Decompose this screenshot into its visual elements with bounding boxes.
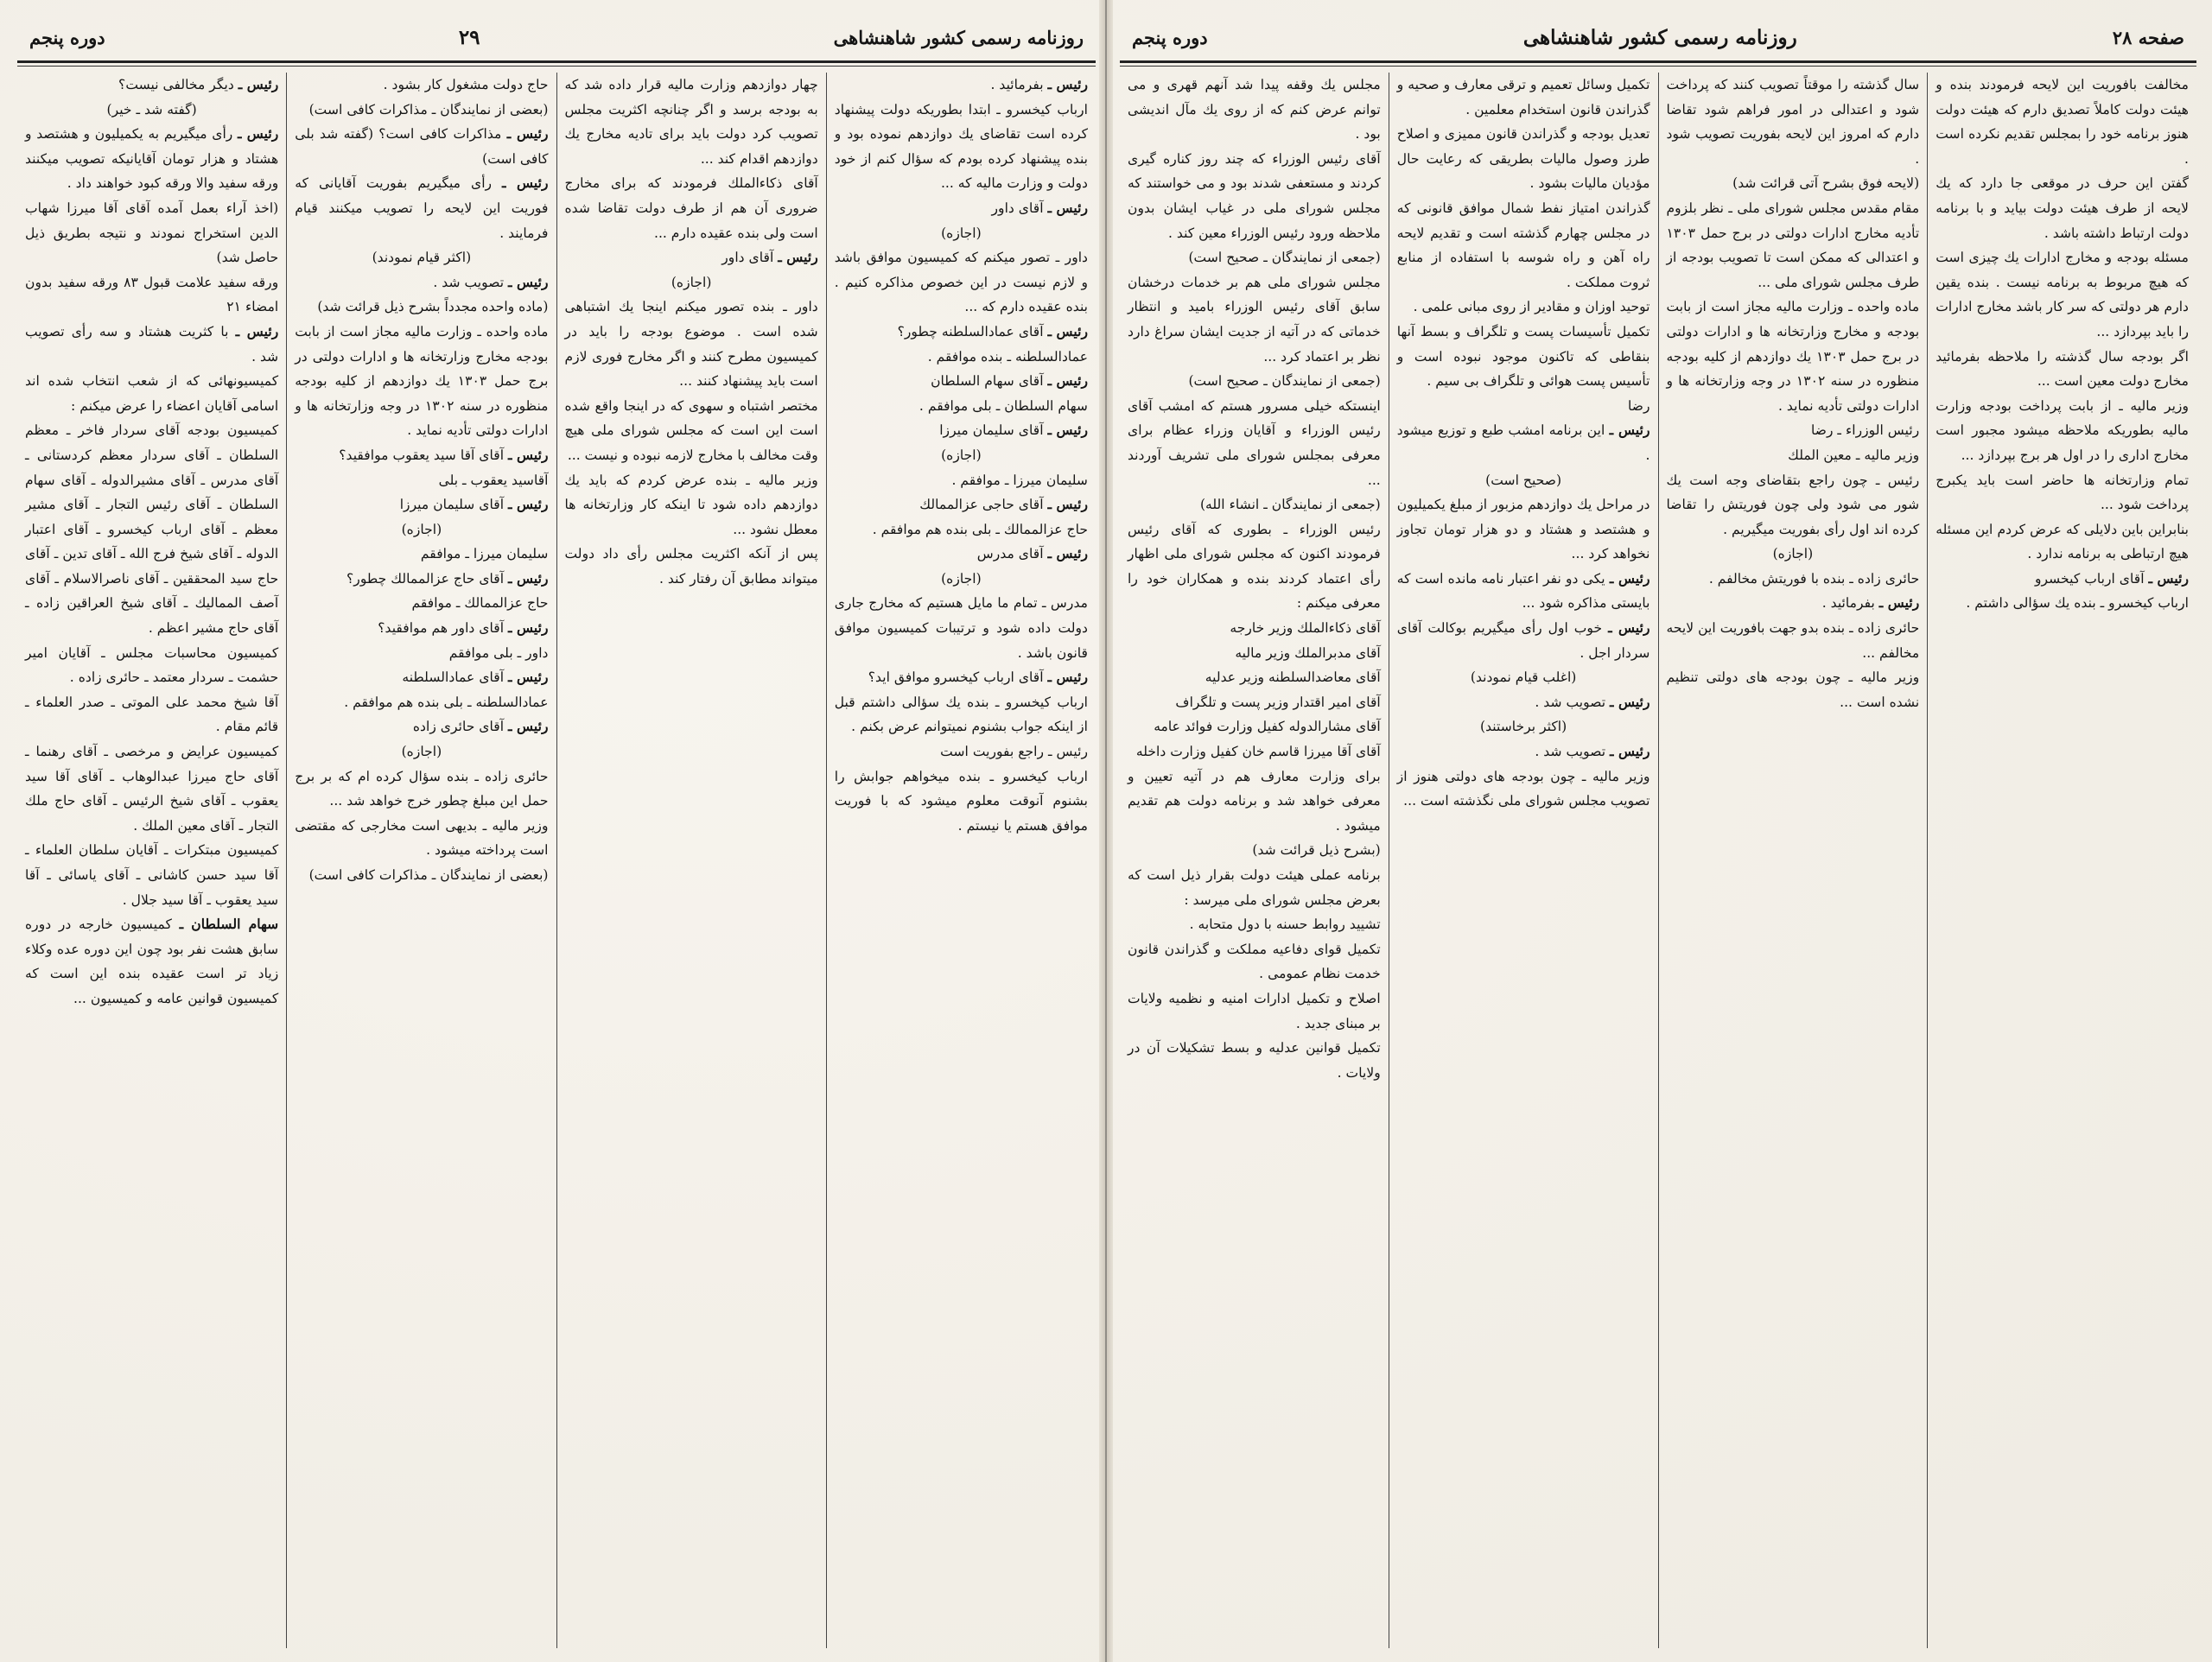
paragraph: [25, 369, 278, 418]
paragraph: (اجازه): [941, 447, 982, 463]
paragraph-text: چهار دوازدهم وزارت مالیه قرار داده شد که به بودجه برسد و اگر چنانچه اکثریت مجلس تصویب کرد دولت باید برای تادیه مخارج یك دوازدهم اقدام کند ...: [564, 77, 818, 167]
paragraph: [295, 295, 548, 320]
speaker-name: رئیس ـ: [1878, 594, 1920, 612]
speaker-name: رئیس ـ: [238, 125, 279, 143]
paragraph-text: (جمعی از نمایندگان ـ صحیح است): [1188, 373, 1381, 390]
speaker-name: رئیس ـ: [778, 249, 818, 266]
paragraph: (اجازه): [401, 521, 442, 537]
paragraph: [1128, 714, 1381, 739]
text-column: [1389, 73, 1658, 1648]
speaker-name: سهام السلطان ـ: [179, 916, 279, 933]
paragraph: [1936, 567, 2189, 592]
paragraph-text: آقای داور هم موافقید؟: [378, 620, 505, 637]
paragraph: [295, 320, 548, 443]
paragraph-text: آقای مشارالدوله کفیل وزارت فوائد عامه: [1154, 719, 1381, 735]
paragraph: [1936, 73, 2189, 171]
paragraph: [1397, 122, 1650, 196]
paragraph: [835, 665, 1088, 690]
paragraph: [1128, 394, 1381, 492]
paragraph: [1397, 295, 1650, 320]
speaker-name: رئیس ـ: [1047, 545, 1088, 562]
paragraph-text: تکمیل قوای دفاعیه مملکت و گذراندن قانون خدمت نظام عمومی .: [1128, 941, 1381, 982]
paragraph: [835, 764, 1088, 839]
paragraph-text: آقای مدبرالملك وزیر مالیه: [1235, 644, 1381, 661]
paragraph: [1397, 616, 1650, 665]
paragraph-text: (جمعی از نمایندگان ـ انشاء الله): [1199, 497, 1381, 513]
paragraph: [1667, 616, 1920, 665]
speaker-name: رئیس ـ: [508, 569, 549, 587]
paragraph: [1667, 591, 1920, 616]
speaker-name: رئیس ـ: [502, 174, 549, 192]
paragraph: [835, 517, 1088, 542]
paragraph: (اجازه): [941, 570, 982, 587]
paragraph: [295, 542, 548, 567]
paragraph: [1128, 986, 1381, 1036]
paragraph: [1128, 369, 1381, 394]
paragraph: [1667, 567, 1920, 592]
paragraph: [1667, 665, 1920, 714]
paragraph: [25, 196, 278, 270]
paragraph-text: رئیس الوزراء ـ رضا: [1810, 422, 1920, 439]
paragraph: [1397, 492, 1650, 567]
paragraph-text: آقا شیخ محمد علی الموتی ـ صدر العلماء ـ قائم مقام .: [25, 694, 279, 735]
paragraph-text: وزیر مالیه ـ چون بودجه های دولتی هنوز از تصویب مجلس شورای ملی نگذشته است ...: [1396, 768, 1650, 809]
paragraph: [25, 418, 278, 640]
paragraph: [565, 542, 818, 591]
paragraph: [1128, 616, 1381, 641]
paragraph-text: آقای سلیمان میرزا: [399, 497, 505, 513]
left-page-number: ۲۹: [458, 25, 480, 49]
paragraph: [1667, 468, 1920, 542]
right-page: [1120, 16, 2196, 1648]
paragraph: [565, 171, 818, 245]
text-column: [1927, 73, 2196, 1648]
speaker-name: رئیس ـ: [508, 496, 549, 513]
paragraph: [295, 616, 548, 641]
paragraph-text: با کثریت هشتاد و سه رأی تصویب شد .: [25, 323, 279, 365]
paragraph: [1128, 838, 1381, 863]
paragraph-text: آقای ذکاءالملك وزیر خارجه: [1230, 620, 1381, 637]
paragraph: [25, 641, 278, 690]
paragraph: (اکثر قیام نمودند): [372, 250, 472, 266]
paragraph-text: حاج دولت مشغول کار بشود .: [383, 77, 549, 92]
paragraph-text: (لایحه فوق بشرح آتی قرائت شد): [1732, 175, 1920, 192]
paragraph: [835, 492, 1088, 517]
paragraph: [1936, 394, 2189, 468]
paragraph-text: آقای مدرس: [976, 546, 1044, 562]
paragraph: [295, 443, 548, 468]
paragraph-text: (بعضی از نمایندگان ـ مذاکرات کافی است): [308, 867, 549, 883]
paragraph: [1128, 690, 1381, 715]
paragraph: (اجازه): [671, 274, 712, 290]
paragraph: [25, 739, 278, 838]
paragraph-text: ارباب کیخسرو ـ بنده میخواهم جوابش را بشنوم آنوقت معلوم میشود که با فوریت موافق هستم یا نیستم .: [834, 768, 1088, 834]
paragraph: [835, 345, 1088, 370]
speaker-name: رئیس ـ: [1610, 693, 1650, 710]
paragraph: [25, 122, 278, 196]
paragraph: [295, 690, 548, 715]
paragraph: [1128, 147, 1381, 245]
paragraph: (اجازه): [1772, 546, 1814, 562]
paragraph: [295, 591, 548, 616]
paragraph-text: خوب اول رأی میگیریم بوکالت آقای سردار اجل .: [1396, 620, 1650, 661]
paragraph: [835, 468, 1088, 493]
paragraph-text: حاج عزالممالك ـ بلی بنده هم موافقم .: [872, 521, 1088, 537]
left-masthead-period: دوره پنجم: [29, 26, 105, 48]
paragraph: [295, 73, 548, 98]
paragraph-text: برنامه عملی هیئت دولت بقرار ذیل است که بعرض مجلس شورای ملی میرسد :: [1128, 867, 1381, 908]
paragraph: [1397, 764, 1650, 814]
paragraph-text: آقای حاج عزالممالك چطور؟: [346, 570, 505, 587]
paragraph-text: داور ـ بنده تصور میکنم اینجا یك اشتباهی شده است . موضوع بودجه را باید در کمیسیون مطرح کنند و اگر مخارج فوری لازم است باید پیشنهاد کنند ...: [564, 299, 818, 390]
left-masthead-title: روزنامه رسمی کشور شاهنشاهی: [833, 26, 1084, 48]
paragraph: [295, 122, 548, 171]
paragraph: [1936, 245, 2189, 344]
page-gutter: [1099, 0, 1113, 1662]
paragraph-text: حائری زاده ـ بنده بدو جهت بافوریت این لایحه مخالفم ...: [1666, 620, 1920, 661]
paragraph-text: (ماده واحده مجدداً بشرح ذیل قرائت شد): [317, 299, 549, 315]
speaker-name: رئیس ـ: [1609, 422, 1650, 439]
paragraph-text: تصویب شد .: [433, 274, 505, 290]
text-column: [826, 73, 1096, 1648]
speaker-name: رئیس ـ: [238, 76, 279, 92]
paragraph: [25, 320, 278, 369]
paragraph: [1936, 591, 2189, 616]
paragraph: [1667, 73, 1920, 171]
left-page: [17, 16, 1096, 1648]
paragraph: [295, 98, 548, 123]
paragraph-text: تصویب شد .: [1535, 694, 1606, 710]
paragraph: [1667, 295, 1920, 418]
paragraph: [1397, 320, 1650, 394]
paragraph-text: عمادالسلطنه ـ بلی بنده هم موافقم .: [344, 694, 549, 710]
paragraph-text: دیگر مخالفی نیست؟: [118, 77, 234, 92]
paragraph: [1936, 171, 2189, 245]
paragraph: [1397, 567, 1650, 616]
paragraph-text: اینستکه خیلی مسرور هستم که امشب آقای رئیس الوزراء و آقایان وزراء عظام برای معرفی بمجلس شورای ملی تشریف آوردند ...: [1128, 397, 1381, 488]
paragraph: [1128, 937, 1381, 986]
paragraph-text: رضا: [1627, 397, 1650, 414]
speaker-name: رئیس ـ: [1047, 496, 1088, 513]
paragraph: (اجازه): [941, 225, 982, 241]
right-page-number: صفحه ۲۸: [2112, 26, 2184, 48]
paragraph: [295, 567, 548, 592]
paragraph-text: ماده واحده ـ وزارت مالیه مجاز است از بابت بودجه مخارج وزارتخانه ها و ادارات دولتی در برج حمل ۱۳۰۳ یك دوازدهم از کلیه بودجه منظوره در سنه ۱۳۰۲ در وجه وزارتخانه ها و ادارات دولتی تأدیه نماید .: [295, 323, 549, 439]
paragraph-text: داور ـ بلی موافقم: [448, 644, 549, 661]
paragraph-text: رأی میگیریم بفوریت آقایانی که فوریت این لایحه را تصویب میکنند قیام فرمایند .: [295, 175, 549, 241]
paragraph: [835, 690, 1088, 739]
paragraph-text: این برنامه امشب طبع و توزیع میشود .: [1396, 422, 1650, 463]
paragraph-text: ارباب کیخسرو ـ بنده یك سؤالی داشتم قبل از اینکه جواب بشنوم نمیتوانم عرض بکنم .: [834, 694, 1088, 735]
paragraph-text: اگر بودجه سال گذشته را ملاحظه بفرمائید مخارج دولت معین است ...: [1936, 348, 2189, 390]
paragraph-text: آقای سلیمان میرزا: [939, 422, 1044, 439]
text-column: [1658, 73, 1928, 1648]
right-columns: [1120, 73, 2196, 1648]
paragraph-text: وزیر مالیه ـ بنده عرض کردم که باید یك دوازدهم داده شود تا اینکه کار وزارتخانه ها معطل نشود ...: [564, 472, 818, 537]
paragraph-text: آقاسید یعقوب ـ بلی: [438, 472, 549, 488]
paragraph-text: ارباب کیخسرو ـ ابتدا بطوریکه دولت پیشنهاد کرده است تقاضای یك دوازدهم نموده بود و بنده پیشنهاد کرده بودم که سؤال کنم از خود دولت و وزارت مالیه که ...: [834, 101, 1088, 192]
paragraph: (اجازه): [401, 744, 442, 760]
right-masthead-title: روزنامه رسمی کشور شاهنشاهی: [1522, 25, 1797, 49]
paragraph: (اکثر برخاستند): [1480, 719, 1567, 735]
speaker-name: رئیس ـ: [1047, 669, 1088, 686]
paragraph: [295, 171, 548, 245]
paragraph-text: آقای معاضدالسلطنه وزیر عدلیه: [1205, 669, 1381, 686]
paragraph-text: پس از آنکه اکثریت مجلس رأی داد دولت میتواند مطابق آن رفتار کند .: [564, 546, 818, 587]
paragraph: [295, 764, 548, 814]
paragraph-text: سلیمان میرزا ـ موافقم .: [951, 472, 1088, 488]
paragraph-text: کمیسیونهائی که از شعب انتخاب شده اند اسامی آقایان اعضاء را عرض میکنم :: [25, 373, 279, 414]
paragraph: [1128, 1036, 1381, 1085]
paragraph-text: بفرمائید .: [1821, 595, 1875, 612]
paragraph: [1936, 517, 2189, 567]
masthead-rule: [17, 60, 1096, 63]
paragraph: [835, 739, 1088, 764]
paragraph-text: آقای آقا میرزا قاسم خان کفیل وزارت داخله: [1135, 744, 1381, 760]
paragraph-text: آقای رئیس الوزراء که چند روز کناره گیری کردند و مستعفی شدند بود و می خواستند که مجلس شورای ملی در غیاب ایشان بدون ملاحظه ورود رئیس الوزراء معین کند .: [1128, 150, 1381, 241]
paragraph-text: توحید اوزان و مقادیر از روی مبانی علمی .: [1413, 299, 1650, 315]
paragraph: [295, 270, 548, 295]
paragraph-text: گذراندن امتیاز نفط شمال موافق قانونی که در مجلس چهارم گذشته است و تقدیم لایحه راه آهن و راه شوسه با استفاده از منابع ثروت مملکت .: [1396, 200, 1650, 290]
paragraph-text: کمیسیون محاسبات مجلس ـ آقایان امیر حشمت ـ سردار معتمد ـ حائری زاده .: [25, 644, 279, 686]
paragraph-text: برای وزارت معارف هم در آتیه تعیین و معرفی خواهد شد و برنامه دولت هم تقدیم میشود .: [1128, 768, 1381, 834]
paragraph-text: تکمیل وسائل تعمیم و ترقی معارف و صحیه و گذراندن قانون استخدام معلمین .: [1396, 77, 1650, 117]
paragraph-text: آقای داور: [991, 200, 1044, 216]
paragraph-text: آقای آقا سید یعقوب موافقید؟: [339, 447, 505, 463]
paragraph: [1397, 394, 1650, 419]
text-column: [1120, 73, 1389, 1648]
paragraph: [835, 98, 1088, 196]
right-masthead-period: دوره پنجم: [1132, 26, 1208, 48]
masthead-rule-thin: [17, 66, 1096, 67]
paragraph: [565, 245, 818, 270]
paragraph: [1128, 665, 1381, 690]
paragraph: [1128, 492, 1381, 517]
speaker-name: رئیس ـ: [1609, 569, 1650, 587]
paragraph-text: وزیر مالیه ـ چون بودجه های دولتی تنظیم نشده است ...: [1666, 669, 1920, 710]
paragraph-text: ورقه سفید علامت قبول ۸۳ ورقه سفید بدون امضاء ۲۱: [25, 274, 279, 315]
paragraph-text: (بعضی از نمایندگان ـ مذاکرات کافی است): [308, 101, 549, 117]
paragraph-text: مجلس شورای ملی هم بر خدمات درخشان سابق آقای رئیس الوزراء بامید و انتظار خدماتی که در آتیه از جدیت ایشان سراغ دارد نظر بر اعتماد کرد ...: [1128, 274, 1381, 365]
paragraph: [835, 542, 1088, 567]
left-masthead: [17, 16, 1096, 59]
paragraph: [835, 73, 1088, 98]
paragraph-text: سلیمان میرزا ـ موافقم: [420, 546, 549, 562]
paragraph-text: رئیس ـ چون راجع بتقاضای وجه است یك شور می شود ولی چون فوریتش را تقاضا کرده اند اول رأی بفوریت میگیریم .: [1666, 472, 1920, 537]
paragraph-text: تمام وزارتخانه ها حاضر است باید یکبرج پرداخت شود ...: [1936, 472, 2189, 513]
paragraph-text: رأی میگیریم به یکمیلیون و هشتصد و هشتاد و هزار تومان آقایانیکه تصویب میکنند ورقه سفید والا ورقه کبود خواهند داد .: [25, 126, 279, 192]
text-column: [556, 73, 826, 1648]
paragraph-text: آقای داور: [721, 250, 774, 266]
speaker-name: رئیس ـ: [508, 273, 549, 290]
paragraph-text: تصویب شد .: [1535, 744, 1606, 760]
right-masthead: [1120, 16, 2196, 59]
paragraph-text: وزیر مالیه ـ معین الملك: [1788, 447, 1920, 463]
paragraph-text: تکمیل قوانین عدلیه و بسط تشکیلات آن در ولایات .: [1128, 1040, 1381, 1081]
paragraph: [1128, 764, 1381, 839]
paragraph: [565, 394, 818, 468]
paragraph-text: کمیسیون بودجه آقای سردار فاخر ـ معظم السلطان ـ آقای سردار معظم کردستانی ـ آقای مدرس ـ آقای مشیرالدوله ـ آقای سهام السلطان ـ آقای رئیس التجار ـ آقای مشیر معظم ـ آقای ارباب کیخسرو ـ آقای اعتبار الدوله ـ آقای شیخ فرج الله ـ آقای تدین ـ آقای حاج سید المحققین ـ آقای ناصرالاسلام ـ آقای آصف المماليك ـ آقای شیخ العراقین زاده ـ آقای حاج مشیر اعظم .: [25, 422, 279, 637]
paragraph-text: آقای ذکاءالملك فرمودند که برای مخارج ضروری آن هم از طرف دولت تقاضا شده است ولی بنده عقیده دارم ...: [564, 175, 818, 241]
paragraph: [835, 418, 1088, 443]
paragraph-text: کمیسیون عرایض و مرخصی ـ آقای رهنما ـ آقای حاج میرزا عبدالوهاب ـ آقای آقا سید یعقوب ـ آقای شیخ الرئیس ـ آقای حاج ملك التجار ـ آقای معین الملك .: [25, 744, 279, 834]
paragraph: [295, 492, 548, 517]
paragraph-text: رئیس الوزراء ـ بطوری که آقای رئیس فرمودند اکنون که مجلس شورای ملی اظهار رأی اعتماد کردند بنده و همکاران خود را معرفی میکنم :: [1128, 521, 1381, 612]
paragraph: [1397, 418, 1650, 467]
paragraph-text: یکی دو نفر اعتبار نامه مانده است که بایستی مذاکره شود ...: [1396, 570, 1650, 612]
paragraph-text: سهام السلطان ـ بلی موافقم .: [918, 397, 1088, 414]
paragraph: [835, 591, 1088, 665]
paragraph: [25, 838, 278, 912]
paragraph-text: سال گذشته را موقتاً تصویب کنند که پرداخت شود و اعتدالی در امور فراهم شود تقاضا دارم که امروز این لایحه بفوریت تصویب شود .: [1666, 77, 1920, 167]
paragraph-text: عمادالسلطنه ـ بنده موافقم .: [927, 348, 1088, 365]
speaker-name: رئیس ـ: [1610, 743, 1650, 760]
paragraph: [1128, 912, 1381, 937]
text-column: [17, 73, 286, 1648]
paragraph-text: آقای امیر اقتدار وزیر پست و تلگراف: [1175, 694, 1381, 710]
paragraph-text: وزیر مالیه ـ بدیهی است مخارجی که مقتضی است پرداخته میشود .: [295, 817, 549, 859]
paragraph: [295, 641, 548, 666]
speaker-name: رئیس ـ: [508, 446, 549, 463]
paragraph-text: (جمعی از نمایندگان ـ صحیح است): [1188, 250, 1381, 266]
paragraph-text: (اخذ آراء بعمل آمده آقای آقا میرزا شهاب الدین استخراج نمودند و نتیجه بطریق ذیل حاصل شد): [25, 200, 279, 266]
paragraph-text: وزیر مالیه ـ از بابت پرداخت بودجه وزارت مالیه بطوریکه ملاحظه میشود مجبور است مخارج اداری را در اول هر برج بپردازد ...: [1936, 397, 2189, 463]
paragraph-text: مذاکرات کافی است؟ (گفته شد بلی کافی است): [295, 126, 549, 167]
paragraph-text: گفتن این حرف در موقعی جا دارد که یك لایحه از طرف هیئت دولت بیاید و با برنامه دولت ارتباط داشته باشد .: [1936, 175, 2189, 241]
masthead-rule-thin: [1120, 66, 2196, 67]
paragraph: [295, 665, 548, 690]
paragraph: [1667, 418, 1920, 443]
speaker-name: رئیس ـ: [508, 619, 549, 637]
paragraph: [25, 690, 278, 739]
paragraph: [295, 814, 548, 863]
paragraph-text: آقای عمادالسلطنه: [402, 669, 505, 686]
text-column: [286, 73, 556, 1648]
paragraph: [835, 369, 1088, 394]
paragraph-text: مجلس یك وقفه پیدا شد آنهم قهری و می توانم عرض کنم که از روی یك مآل اندیشی بود .: [1128, 77, 1381, 143]
paragraph: [1936, 345, 2189, 394]
paragraph: [565, 468, 818, 542]
paragraph: [1128, 245, 1381, 270]
paragraph-text: آقای حائری زاده: [412, 719, 505, 735]
speaker-name: رئیس ـ: [1047, 322, 1088, 339]
paragraph: [1936, 468, 2189, 517]
speaker-name: رئیس ـ: [1047, 199, 1088, 216]
paragraph: [565, 73, 818, 171]
speaker-name: رئیس ـ: [1608, 619, 1650, 637]
paragraph: [1397, 739, 1650, 764]
paragraph-text: مخالفت بافوریت این لایحه فرمودند بنده و هیئت دولت کاملاً تصدیق دارم که هیئت دولت هنوز برنامه خود را بمجلس تقدیم نکرده است .: [1936, 77, 2189, 167]
paragraph-text: مختصر اشتباه و سهوی که در اینجا واقع شده است این است که مجلس شورای ملی هیچ وقت مخالف با مخارج لازمه نبوده و نیست ...: [564, 397, 818, 463]
paragraph: [25, 270, 278, 320]
paragraph: [1128, 863, 1381, 912]
paragraph: [1397, 196, 1650, 295]
paragraph: [1667, 196, 1920, 295]
paragraph-text: داور ـ تصور میکنم که کمیسیون موافق باشد و لازم نیست در این خصوص مذاکره کنیم . بنده عقیده دارم که ...: [834, 250, 1088, 315]
speaker-name: رئیس ـ: [235, 322, 279, 339]
paragraph: [835, 394, 1088, 419]
paragraph-text: بفرمائید .: [990, 77, 1044, 92]
paragraph-text: حائری زاده ـ بنده سؤال کرده ام که بر برج حمل این مبلغ چطور خرج خواهد شد ...: [295, 768, 549, 809]
paragraph: [835, 320, 1088, 345]
speaker-name: رئیس ـ: [508, 669, 549, 686]
paragraph-text: تشیید روابط حسنه با دول متحابه .: [1189, 917, 1381, 933]
paragraph-text: اصلاح و تکمیل ادارات امنیه و نظمیه ولایات بر مبنای جدید .: [1128, 990, 1381, 1031]
paragraph: [1397, 73, 1650, 122]
paragraph: [295, 863, 548, 888]
paragraph-text: کمیسیون مبتکرات ـ آقایان سلطان العلماء ـ آقا سید حسن کاشانی ـ آقای یاسائی ـ آقا سید یعقوب ـ آقا سید جلال .: [25, 842, 279, 908]
paragraph: [295, 468, 548, 493]
paragraph: [835, 196, 1088, 221]
paragraph-text: تکمیل تأسیسات پست و تلگراف و بسط آنها بنقاطی که تاکنون موجود نبوده است و تأسیس پست هوائی و تلگراف بی سیم .: [1396, 323, 1650, 390]
paragraph-text: رئیس ـ راجع بفوریت است: [940, 744, 1088, 760]
paragraph: [1128, 73, 1381, 147]
paragraph: [1397, 690, 1650, 715]
paragraph: [1667, 443, 1920, 468]
paragraph: [835, 245, 1088, 320]
paragraph: [1128, 739, 1381, 764]
paragraph-text: مسئله بودجه و مخارج ادارات یك چیزی است که هیچ مربوط به برنامه نیست . بنده یقین دارم هر دولتی که سر کار باشد مخارج ادارات را باید بپردازد ...: [1936, 250, 2189, 339]
speaker-name: رئیس ـ: [1047, 372, 1088, 390]
paragraph: [1128, 270, 1381, 369]
paragraph: (اغلب قیام نمودند): [1470, 669, 1577, 686]
paragraph-text: ماده واحده ـ وزارت مالیه مجاز است از بابت بودجه و مخارج وزارتخانه ها و ادارات دولتی در برج حمل ۱۳۰۳ یك دوازدهم از کلیه بودجه منظوره در سنه ۱۳۰۲ در وجه وزارتخانه ها و ادارات دولتی تأدیه نماید .: [1666, 299, 1920, 414]
left-columns: [17, 73, 1096, 1648]
paragraph: [25, 73, 278, 98]
paragraph: [1667, 171, 1920, 196]
paragraph-text: آقای ارباب کیخسرو موافق اید؟: [868, 669, 1044, 686]
paragraph: [1128, 517, 1381, 616]
paragraph-text: ارباب کیخسرو ـ بنده یك سؤالی داشتم .: [1966, 595, 2189, 612]
paragraph-text: آقای عمادالسلطنه چطور؟: [897, 323, 1044, 339]
paragraph-text: آقای حاجی عزالممالك: [919, 497, 1044, 513]
paragraph-text: بنابراین باین دلایلی که عرض کردم این مسئله هیچ ارتباطی به برنامه ندارد .: [1936, 521, 2189, 562]
paragraph-text: مقام مقدس مجلس شورای ملی ـ نظر بلزوم تأدیه مخارج ادارات دولتی در برج حمل ۱۳۰۳ و اعتدالی که ممکن است تا تصویب بودجه از طرف مجلس شورای ملی ...: [1666, 200, 1920, 290]
speaker-name: رئیس ـ: [1047, 422, 1088, 439]
paragraph: (گفته شد ـ خیر): [106, 101, 197, 117]
paragraph-text: کمیسیون خارجه در دوره سابق هشت نفر بود چون این دوره عده وکلاء زیاد تر است عقیده بنده این است که کمیسیون قوانین عامه و کمیسیون ...: [25, 917, 279, 1006]
paragraph: [1128, 641, 1381, 666]
paragraph: [295, 714, 548, 739]
speaker-name: رئیس ـ: [508, 718, 549, 735]
paragraph-text: حاج عزالممالك ـ موافقم: [411, 595, 549, 612]
speaker-name: رئیس ـ: [1047, 76, 1088, 92]
speaker-name: رئیس ـ: [2148, 569, 2189, 587]
paragraph-text: تعدیل بودجه و گذراندن قانون ممیزی و اصلاح طرز وصول مالیات بطریقی که رعایت حال مؤدیان مالیات بشود .: [1396, 126, 1650, 192]
paragraph: [565, 295, 818, 393]
paragraph-text: آقای ارباب کیخسرو: [2035, 570, 2145, 587]
paragraph: (صحیح است): [1485, 472, 1562, 488]
masthead-rule: [1120, 60, 2196, 63]
paragraph: [25, 912, 278, 1011]
paragraph-text: آقای سهام السلطان: [931, 373, 1044, 390]
speaker-name: رئیس ـ: [506, 125, 549, 143]
paragraph-text: مدرس ـ تمام ما مایل هستیم که مخارج جاری دولت داده شود و ترتیبات کمیسیون موافق قانون باشد .: [834, 595, 1088, 661]
paragraph-text: حائری زاده ـ بنده با فوریتش مخالفم .: [1708, 570, 1920, 587]
paragraph-text: در مراحل یك دوازدهم مزبور از مبلغ یکمیلیون و هشتصد و هشتاد و دو هزار تومان تجاوز نخواهد کرد ...: [1396, 497, 1650, 562]
paragraph-text: (بشرح ذیل قرائت شد): [1252, 842, 1381, 859]
